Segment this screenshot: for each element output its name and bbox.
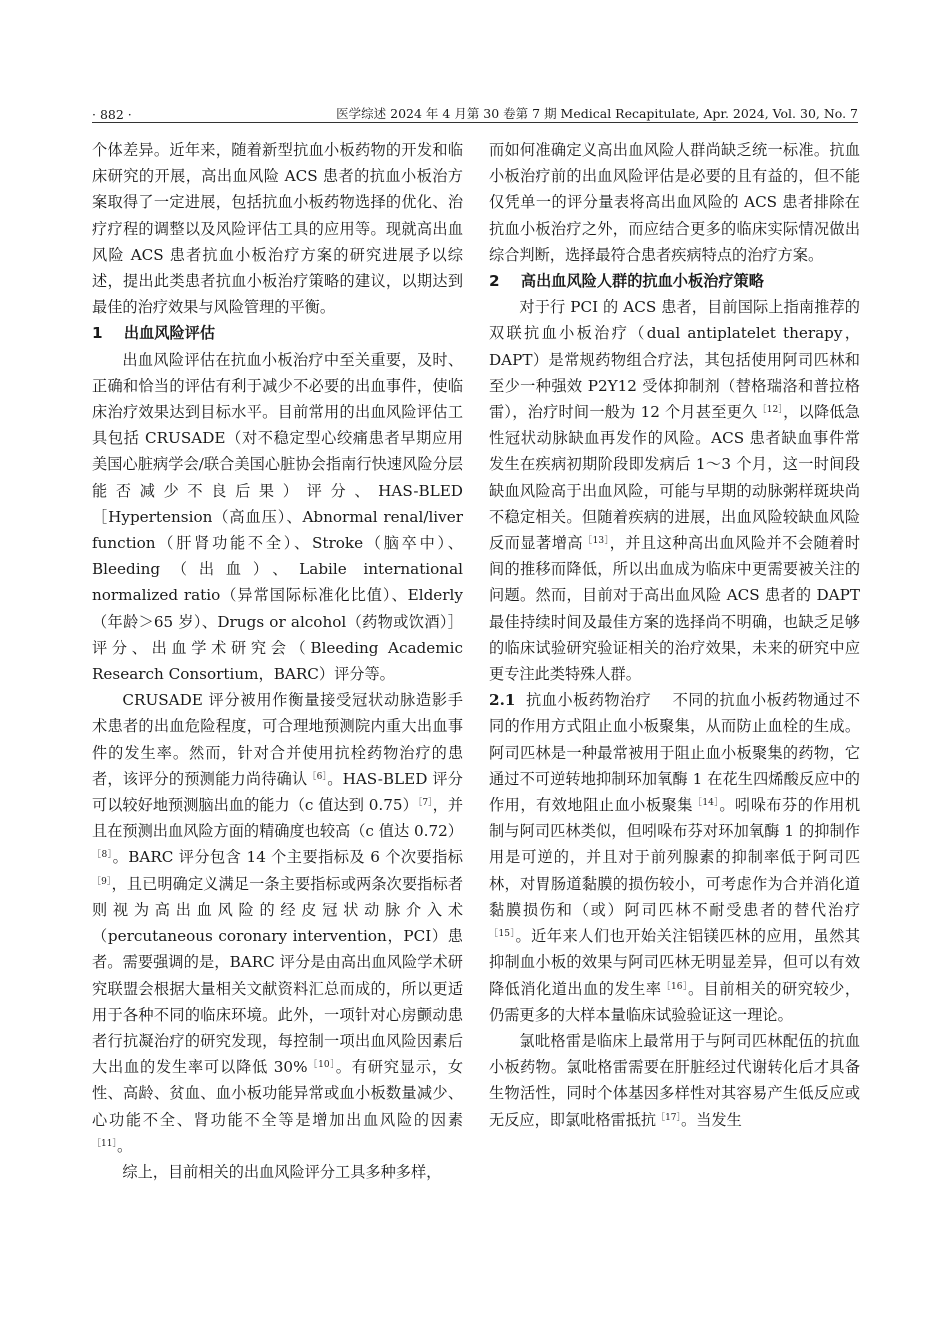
citation-ref[interactable]: ［13］ [583, 536, 610, 547]
citation-ref[interactable]: ［14］ [692, 798, 720, 809]
citation-ref[interactable]: ［10］ [307, 1060, 336, 1071]
text-run: 。近年来人们也开始关注铝镁匹林的应用，虽然其抑制血小板的效果与阿司匹林无明显差异，但可以有效降低消化道出血的发生率 [489, 927, 861, 998]
paragraph: 综上，目前相关的出血风险评分工具多种多样， [122, 1162, 442, 1181]
citation-ref[interactable]: ［15］ [489, 929, 516, 940]
text-run: 对于行 PCI 的 ACS 患者，目前国际上指南推荐的双联抗血小板治疗（dual antiplatelet therapy，DAPT）是常规药物组合疗法，其包括使用阿司匹林和至少一种强效 P2Y12 受体抑制剂（替格瑞洛和普拉格雷），治疗时间一般为 12 个月甚至更久 [489, 298, 860, 422]
citation-ref[interactable]: ［8］ [92, 850, 113, 861]
text-run: 。 [116, 1136, 133, 1155]
section-2-heading [489, 268, 860, 294]
subsection-2-1-paragraph [489, 687, 860, 1028]
section-title: 出血风险评估 [123, 324, 216, 343]
citation-ref[interactable]: ［12］ [757, 405, 784, 416]
right-column [489, 137, 860, 1133]
section-number: 2 [489, 272, 500, 291]
section-title: 高出血风险人群的抗血小板治疗策略 [520, 272, 764, 291]
intro-continuation: 个体差异。近年来，随着新型抗血小板药物的开发和临床研究的开展，高出血风险 ACS 患者的抗血小板治方案取得了一定进展，包括抗血小板药物选择的优化、治疗疗程的调整以及风险评估工具的应用等。现就高出血风险 ACS 患者抗血小板治疗方案的研究进展予以综述，提出此类患者抗血小板治疗策略的建议，以期达到最佳的治疗效果与风险管理的平衡。 [92, 141, 463, 317]
citation-ref[interactable]: ［9］ [92, 876, 112, 887]
text-run: ，并且这种高出血风险并不会随着时间的推移而降低，所以出血成为临床中更需要被关注的问题。然而，目前对于高出血风险 ACS 患者的 DAPT 最佳持续时间及最佳方案的选择尚不明确，也缺乏足够的临床试验研究验证相关的治疗效果，未来的研究中应更专注此类特殊人群。 [489, 534, 861, 684]
citation-ref[interactable]: ［16］ [661, 981, 688, 992]
citation-ref[interactable]: ［17］ [656, 1112, 682, 1123]
text-run: 。BARC 评分包含 14 个主要指标及 6 个次要指标 [112, 848, 463, 867]
text-run: CRUSADE 评分被用作衡量接受冠状动脉造影手术患者的出血危险程度，可合理地预测院内重大出血事件的发生率。然而，针对合并使用抗栓药物治疗的患者，该评分的预测能力尚待确认 [92, 691, 463, 788]
text-run: 不同的抗血小板药物通过不同的作用方式阻止血小板聚集，从而防止血栓的生成。阿司匹林是一种最常被用于阻止血小板聚集的药物，它通过不可逆转地抑制环加氧酶 1 在花生四烯酸反应中的作用，有效地阻止血小板聚集 [489, 691, 861, 815]
text-run: 。有研究显示，女性、高龄、贫血、血小板功能异常或血小板数量减少、心功能不全、肾功能不全等是增加出血风险的因素 [92, 1058, 464, 1129]
text-run: 。HAS-BLED 评分可以较好地预测脑出血的能力（c 值达到 0.75） [92, 769, 463, 815]
subsection-title: 抗血小板药物治疗 [526, 691, 652, 710]
running-header [92, 100, 858, 123]
paragraph [489, 1028, 860, 1133]
paragraph: 出血风险评估在抗血小板治疗中至关重要，及时、正确和恰当的评估有利于减少不必要的出血事件，使临床治疗效果达到目标水平。目前常用的出血风险评估工具包括 CRUSADE（对不稳定型心绞痛患者早期应用美国心脏病学会/联合美国心脏协会指南行快速风险分层能否减少不良后果）评分、HAS-BLED［Hypertension（高血压）、Abnormal renal/liver function（肝肾功能不全）、Stroke（脑卒中）、Bleeding（出血）、Labile international normalized ratio（异常国际标准化比值）、Elderly（年龄＞65 岁）、Drugs or alcohol（药物或饮酒）］评分、出血学术研究会（Bleeding Academic Research Consortium，BARC）评分等。 [92, 350, 463, 684]
text-run: 。目前相关的研究较少，仍需更多的大样本量临床试验验证这一理论。 [489, 979, 861, 1024]
citation-ref[interactable]: ［11］ [92, 1138, 117, 1149]
page-number: · 882 · [92, 107, 132, 122]
left-column [92, 137, 463, 1185]
text-run: 。吲哚布芬的作用机制与阿司匹林类似，但吲哚布芬对环加氧酶 1 的抑制作用是可逆的，并且对于前列腺素的抑制率低于阿司匹林，对胃肠道黏膜的损伤较小，可考虑作为合并消化道黏膜损伤和（或）阿司匹林不耐受患者的替代治疗 [489, 796, 861, 919]
citation-ref[interactable]: ［6］ [307, 771, 328, 782]
paragraph [92, 687, 463, 1159]
text-run: ，且已明确定义满足一条主要指标或两条次要指标者则视为高出血风险的经皮冠状动脉介入术（percutaneous coronary intervention，PCI）患者。需要强调的是，BARC 评分是由高出血风险学术研究联盟会根据大量相关文献资料汇总而成的，所以更适用于各种不同的临床环境。此外，一项针对心房颤动患者行抗凝治疗的研究发现，每控制一项出血风险因素后大出血的发生率可以降低 30% [92, 874, 464, 1077]
section-1-heading [92, 320, 463, 346]
text-run: 氯吡格雷是临床上最常用于与阿司匹林配伍的抗血小板药物。氯吡格雷需要在肝脏经过代谢转化后才具备生物活性，同时个体基因多样性对其容易产生低反应或无反应，即氯吡格雷抵抗 [489, 1031, 860, 1129]
paragraph-continuation: 而如何准确定义高出血风险人群尚缺乏统一标准。抗血小板治疗前的出血风险评估是必要的且有益的，但不能仅凭单一的评分量表将高出血风险的 ACS 患者排除在抗血小板治疗之外，而应结合更多的临床实际情况做出综合判断，选择最符合患者疾病特点的治疗方案。 [489, 141, 860, 264]
subsection-number: 2.1 [489, 691, 516, 710]
journal-citation: 医学综述 2024 年 4 月第 30 卷第 7 期 Medical Recapitulate, Apr. 2024, Vol. 30, No. 7 [336, 106, 858, 121]
text-run: 。当发生 [681, 1110, 742, 1129]
text-run: ，并且在预测出血风险方面的精确度也较高（c 值达 0.72） [92, 796, 464, 841]
text-run: ，以降低急性冠状动脉缺血再发作的风险。ACS 患者缺血事件常发生在疾病初期阶段即发病后 1～3 个月，这一时间段缺血风险高于出血风险，可能与早期的动脉粥样斑块尚不稳定相关。但随着疾病的进展，出血风险较缺血风险反而显著增高 [489, 403, 860, 553]
section-number: 1 [92, 324, 103, 343]
paragraph [489, 294, 860, 687]
citation-ref[interactable]: ［7］ [417, 798, 433, 809]
